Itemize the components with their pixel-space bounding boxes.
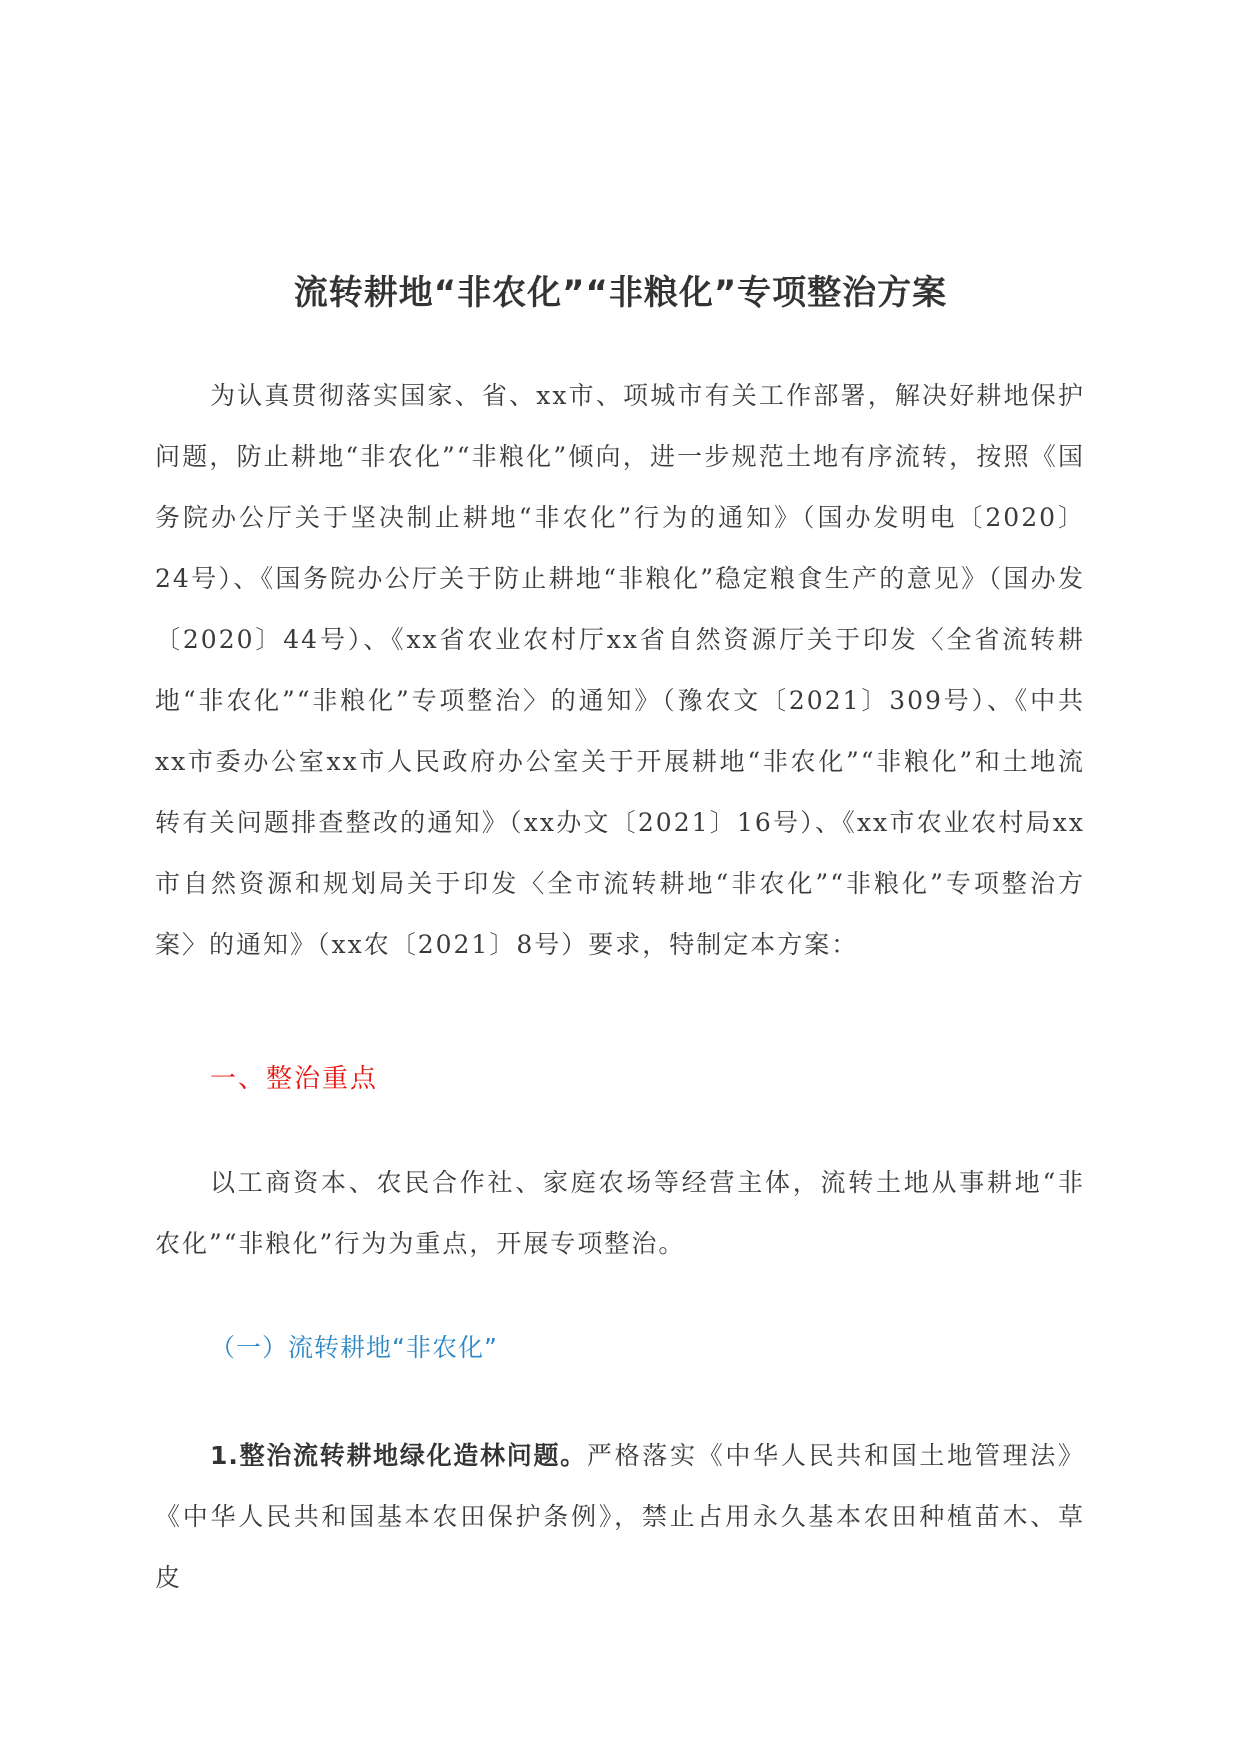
intro-paragraph: 为认真贯彻落实国家、省、xx市、项城市有关工作部署，解决好耕地保护问题，防止耕地“非农化”“非粮化”倾向，进一步规范土地有序流转，按照《国务院办公厅关于坚决制止耕地“非农化”行为的通知》（国办发明电〔2020〕24号）、《国务院办公厅关于防止耕地“非粮化”稳定粮食生产的意见》（国办发〔2020〕44号）、《xx省农业农村厅xx省自然资源厅关于印发〈全省流转耕地“非农化”“非粮化”专项整治〉的通知》（豫农文〔2021〕309号）、《中共xx市委办公室xx市人民政府办公室关于开展耕地“非农化”“非粮化”和土地流转有关问题排查整改的通知》（xx办文〔2021〕16号）、《xx市农业农村局xx市自然资源和规划局关于印发〈全市流转耕地“非农化”“非粮化”专项整治方案〉的通知》（xx农〔2021〕8号）要求，特制定本方案：: [155, 381, 1085, 959]
item-1-body: 严格落实《中华人民共和国土地管理法》《中华人民共和国基本农田保护条例》，禁止占用永久基本农田种植苗木、草皮: [155, 1441, 1085, 1592]
item-1-paragraph: [155, 1425, 1085, 1608]
section-1-paragraph: 以工商资本、农民合作社、家庭农场等经营主体，流转土地从事耕地“非农化”“非粮化”行为为重点，开展专项整治。: [155, 1168, 1085, 1258]
subsection-heading-1: （一）流转耕地“非农化”: [210, 1333, 498, 1362]
item-1-lead: 1.整治流转耕地绿化造林问题。: [210, 1441, 587, 1470]
document-title: 流转耕地“非农化”“非粮化”专项整治方案: [293, 273, 948, 313]
section-heading-1: 一、整治重点: [210, 1064, 379, 1094]
